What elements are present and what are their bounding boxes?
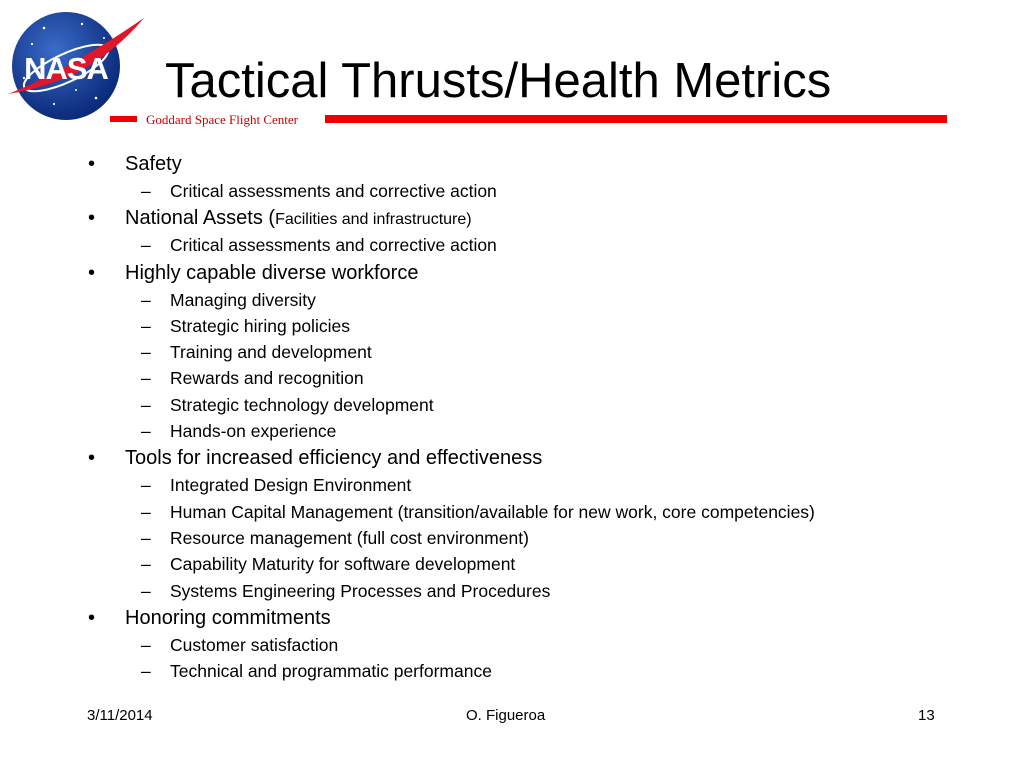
sub-item — [0, 551, 1024, 577]
bullet-text: Honoring commitments — [125, 606, 331, 629]
sub-item-text: Integrated Design Environment — [170, 475, 412, 496]
bullet-text: Highly capable diverse workforce — [125, 261, 419, 284]
bullet-marker: • — [88, 153, 96, 175]
dash-marker: – — [141, 661, 151, 682]
sub-item-text: Critical assessments and corrective action — [170, 235, 497, 256]
page-title: Tactical Thrusts/Health Metrics — [165, 54, 832, 108]
dash-marker: – — [141, 342, 151, 363]
bullet-item — [0, 259, 1024, 287]
nasa-logo-icon — [4, 8, 146, 124]
bullet-text-note: Facilities and infrastructure) — [275, 211, 472, 229]
dash-marker: – — [141, 475, 151, 496]
sub-item-text: Customer satisfaction — [170, 634, 339, 655]
sub-item — [0, 178, 1024, 204]
sub-item-text: Systems Engineering Processes and Procedures — [170, 580, 551, 601]
dash-marker: – — [141, 235, 151, 256]
sub-item — [0, 313, 1024, 339]
dash-marker: – — [141, 289, 151, 310]
sub-item — [0, 365, 1024, 391]
bullet-text: Tools for increased efficiency and effectiveness — [125, 447, 543, 470]
sub-item — [0, 339, 1024, 365]
dash-marker: – — [141, 315, 151, 336]
header-rule-left — [110, 116, 137, 122]
dash-marker: – — [141, 580, 151, 601]
sub-item — [0, 578, 1024, 604]
sub-item-text: Technical and programmatic performance — [170, 661, 492, 682]
sub-item — [0, 287, 1024, 313]
sub-item — [0, 499, 1024, 525]
bullet-marker: • — [88, 207, 96, 230]
bullet-marker: • — [88, 606, 96, 629]
sub-item — [0, 392, 1024, 418]
dash-marker: – — [141, 181, 151, 201]
footer-author: O. Figueroa — [466, 707, 546, 724]
sub-item — [0, 418, 1024, 444]
dash-marker: – — [141, 527, 151, 548]
dash-marker: – — [141, 554, 151, 575]
dash-marker: – — [141, 421, 151, 442]
bullet-marker: • — [88, 447, 96, 470]
bullet-list — [0, 150, 1024, 684]
bullet-text-main: National Assets ( — [125, 207, 276, 230]
sub-item — [0, 525, 1024, 551]
sub-item-text: Critical assessments and corrective action — [170, 181, 497, 201]
dash-marker: – — [141, 394, 151, 415]
sub-item-text: Hands-on experience — [170, 421, 337, 442]
page-number: 13 — [918, 707, 935, 724]
bullet-item — [0, 204, 1024, 232]
header-rule-right — [325, 115, 947, 123]
sub-item — [0, 232, 1024, 258]
sub-item — [0, 658, 1024, 684]
sub-item-text: Resource management (full cost environment) — [170, 527, 529, 548]
sub-item-text: Capability Maturity for software development — [170, 554, 516, 575]
sub-item-text: Human Capital Management (transition/available for new work, core competencies) — [170, 501, 815, 522]
footer-date: 3/11/2014 — [87, 707, 153, 724]
sub-item-text: Training and development — [170, 342, 372, 363]
sub-item — [0, 632, 1024, 658]
dash-marker: – — [141, 501, 151, 522]
sub-item-text: Rewards and recognition — [170, 368, 364, 389]
bullet-text — [125, 204, 472, 234]
bullet-item — [0, 604, 1024, 632]
bullet-marker: • — [88, 261, 96, 284]
center-name: Goddard Space Flight Center — [146, 112, 298, 127]
sub-item-text: Strategic hiring policies — [170, 315, 350, 336]
bullet-text: Safety — [125, 153, 182, 175]
sub-item-text: Strategic technology development — [170, 394, 434, 415]
sub-item — [0, 472, 1024, 498]
sub-item-text: Managing diversity — [170, 289, 316, 310]
bullet-item — [0, 150, 1024, 178]
dash-marker: – — [141, 634, 151, 655]
logo-text: NASA — [24, 51, 108, 86]
dash-marker: – — [141, 368, 151, 389]
bullet-item — [0, 444, 1024, 472]
